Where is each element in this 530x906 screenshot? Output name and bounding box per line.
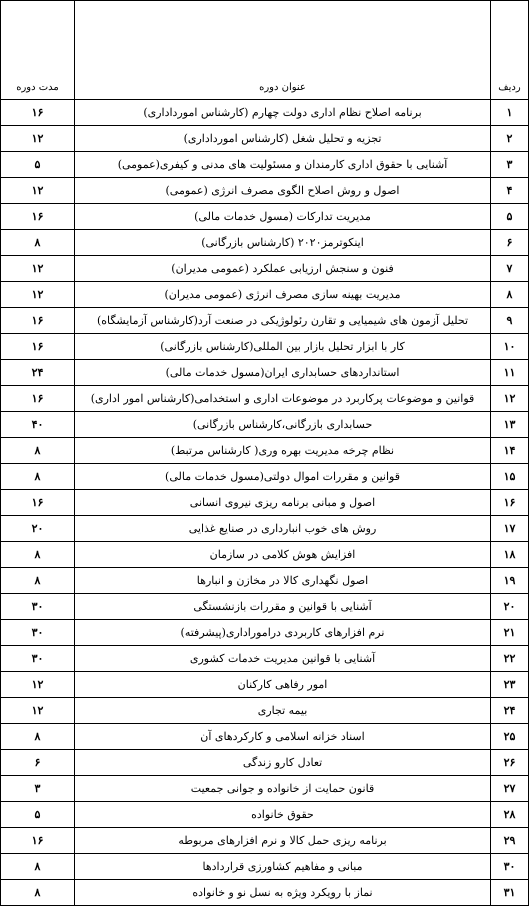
row-title: اصول و مبانی برنامه ریزی نیروی انسانی: [75, 490, 491, 516]
row-duration: ۵: [1, 152, 75, 178]
row-duration: ۳۰: [1, 646, 75, 672]
row-duration: ۵: [1, 802, 75, 828]
row-index: ۲۳: [491, 672, 529, 698]
row-title: اینکوترمز۲۰۲۰ (کارشناس بازرگانی): [75, 230, 491, 256]
row-title: کار با ابزار تحلیل بازار بین المللی(کارشناس بازرگانی): [75, 334, 491, 360]
table-row: [1, 568, 529, 594]
table-row: [1, 880, 529, 906]
row-duration: ۸: [1, 568, 75, 594]
row-title: مبانی و مفاهیم کشاورزی قراردادها: [75, 854, 491, 880]
row-index: ۳۰: [491, 854, 529, 880]
row-duration: ۳۰: [1, 594, 75, 620]
row-title: حقوق خانواده: [75, 802, 491, 828]
table-row: [1, 126, 529, 152]
row-index: ۲۴: [491, 698, 529, 724]
row-title: قانون حمایت از خانواده و جوانی جمعیت: [75, 776, 491, 802]
table-row: [1, 282, 529, 308]
row-index: ۱۶: [491, 490, 529, 516]
table-row: [1, 854, 529, 880]
table-body: [1, 100, 529, 906]
table-row: [1, 724, 529, 750]
row-title: تحلیل آزمون های شیمیایی و تقارن رئولوژیکی در صنعت آرد(کارشناس آزمایشگاه): [75, 308, 491, 334]
row-title: اسناد خزانه اسلامی و کارکردهای آن: [75, 724, 491, 750]
row-duration: ۱۶: [1, 100, 75, 126]
row-index: ۳: [491, 152, 529, 178]
row-duration: ۱۲: [1, 698, 75, 724]
table-row: [1, 594, 529, 620]
row-title: تجزیه و تحلیل شغل (کارشناس امورداداری): [75, 126, 491, 152]
table-row: [1, 750, 529, 776]
row-duration: ۸: [1, 438, 75, 464]
row-title: نماز با رویکرد ویژه به نسل نو و خانواده: [75, 880, 491, 906]
table-header-row: [1, 1, 529, 100]
row-title: آشنایی با قوانین و مقررات بازنشستگی: [75, 594, 491, 620]
row-index: ۲: [491, 126, 529, 152]
row-duration: ۱۲: [1, 126, 75, 152]
row-index: ۲۵: [491, 724, 529, 750]
row-index: ۶: [491, 230, 529, 256]
row-title: نظام چرخه مدیریت بهره وری( کارشناس مرتبط): [75, 438, 491, 464]
row-duration: ۴۰: [1, 412, 75, 438]
row-title: برنامه ریزی حمل کالا و نرم افزارهای مربوطه: [75, 828, 491, 854]
table-row: [1, 490, 529, 516]
row-title: استانداردهای حسابداری ایران(مسول خدمات مالی): [75, 360, 491, 386]
row-duration: ۳۰: [1, 620, 75, 646]
row-duration: ۸: [1, 880, 75, 906]
row-title: فنون و سنجش ارزیابی عملکرد (عمومی مدیران): [75, 256, 491, 282]
row-index: ۲۲: [491, 646, 529, 672]
row-title: مدیریت تدارکات (مسول خدمات مالی): [75, 204, 491, 230]
row-title: افزایش هوش کلامی در سازمان: [75, 542, 491, 568]
table-row: [1, 230, 529, 256]
table-row: [1, 386, 529, 412]
table-row: [1, 178, 529, 204]
row-title: حسابداری بازرگانی،کارشناس بازرگانی): [75, 412, 491, 438]
row-duration: ۱۲: [1, 672, 75, 698]
row-title: اصول و روش اصلاح الگوی مصرف انرژی (عمومی): [75, 178, 491, 204]
row-duration: ۲۰: [1, 516, 75, 542]
row-index: ۳۱: [491, 880, 529, 906]
row-duration: ۳: [1, 776, 75, 802]
row-index: ۲۱: [491, 620, 529, 646]
table-row: [1, 698, 529, 724]
row-index: ۲۸: [491, 802, 529, 828]
row-duration: ۱۶: [1, 386, 75, 412]
row-index: ۱۲: [491, 386, 529, 412]
table-row: [1, 672, 529, 698]
row-index: ۲۷: [491, 776, 529, 802]
table-row: [1, 256, 529, 282]
row-title: قوانین و مقررات اموال دولتی(مسول خدمات مالی): [75, 464, 491, 490]
row-duration: ۸: [1, 542, 75, 568]
table-row: [1, 646, 529, 672]
row-index: ۱۸: [491, 542, 529, 568]
row-duration: ۱۲: [1, 178, 75, 204]
row-index: ۱۹: [491, 568, 529, 594]
row-duration: ۱۶: [1, 490, 75, 516]
table-row: [1, 516, 529, 542]
table-row: [1, 360, 529, 386]
row-index: ۱۳: [491, 412, 529, 438]
row-index: ۲۰: [491, 594, 529, 620]
row-duration: ۶: [1, 750, 75, 776]
row-index: ۵: [491, 204, 529, 230]
row-index: ۱۱: [491, 360, 529, 386]
row-title: امور رفاهی کارکنان: [75, 672, 491, 698]
table-row: [1, 438, 529, 464]
table-row: [1, 464, 529, 490]
row-title: آشنایی با حقوق اداری کارمندان و مسئولیت های مدنی و کیفری(عمومی): [75, 152, 491, 178]
row-duration: ۱۶: [1, 334, 75, 360]
row-duration: ۱۶: [1, 204, 75, 230]
table-row: [1, 802, 529, 828]
row-title: روش های خوب انبارداری در صنایع غذایی: [75, 516, 491, 542]
row-duration: ۱۶: [1, 308, 75, 334]
row-index: ۱: [491, 100, 529, 126]
table-row: [1, 204, 529, 230]
row-title: اصول نگهداری کالا در مخازن و انبارها: [75, 568, 491, 594]
row-title: برنامه اصلاح نظام اداری دولت چهارم (کارشناس امورداداری): [75, 100, 491, 126]
table-row: [1, 828, 529, 854]
row-index: ۱۷: [491, 516, 529, 542]
row-title: نرم افزارهای کاربردی دراموراداری(پیشرفته): [75, 620, 491, 646]
row-duration: ۸: [1, 854, 75, 880]
row-index: ۴: [491, 178, 529, 204]
table-row: [1, 308, 529, 334]
row-duration: ۸: [1, 464, 75, 490]
row-title: بیمه تجاری: [75, 698, 491, 724]
row-index: ۷: [491, 256, 529, 282]
header-title: عنوان دوره: [75, 1, 491, 100]
row-index: ۲۹: [491, 828, 529, 854]
table-row: [1, 776, 529, 802]
table-row: [1, 100, 529, 126]
table-row: [1, 542, 529, 568]
row-title: مدیریت بهینه سازی مصرف انرژی (عمومی مدیران): [75, 282, 491, 308]
table-row: [1, 152, 529, 178]
row-index: ۱۰: [491, 334, 529, 360]
row-title: تعادل کارو زندگی: [75, 750, 491, 776]
row-title: قوانین و موضوعات پرکاربرد در موضوعات اداری و استخدامی(کارشناس امور اداری): [75, 386, 491, 412]
table-row: [1, 620, 529, 646]
row-duration: ۸: [1, 724, 75, 750]
row-index: ۱۴: [491, 438, 529, 464]
table-row: [1, 412, 529, 438]
header-duration: مدت دوره: [1, 1, 75, 100]
row-index: ۸: [491, 282, 529, 308]
row-duration: ۱۶: [1, 828, 75, 854]
row-duration: ۱۲: [1, 282, 75, 308]
table-row: [1, 334, 529, 360]
row-index: ۲۶: [491, 750, 529, 776]
header-index: ردیف: [491, 1, 529, 100]
row-duration: ۲۴: [1, 360, 75, 386]
row-index: ۹: [491, 308, 529, 334]
row-title: آشنایی با قوانین مدیریت خدمات کشوری: [75, 646, 491, 672]
row-duration: ۱۲: [1, 256, 75, 282]
row-duration: ۸: [1, 230, 75, 256]
row-index: ۱۵: [491, 464, 529, 490]
